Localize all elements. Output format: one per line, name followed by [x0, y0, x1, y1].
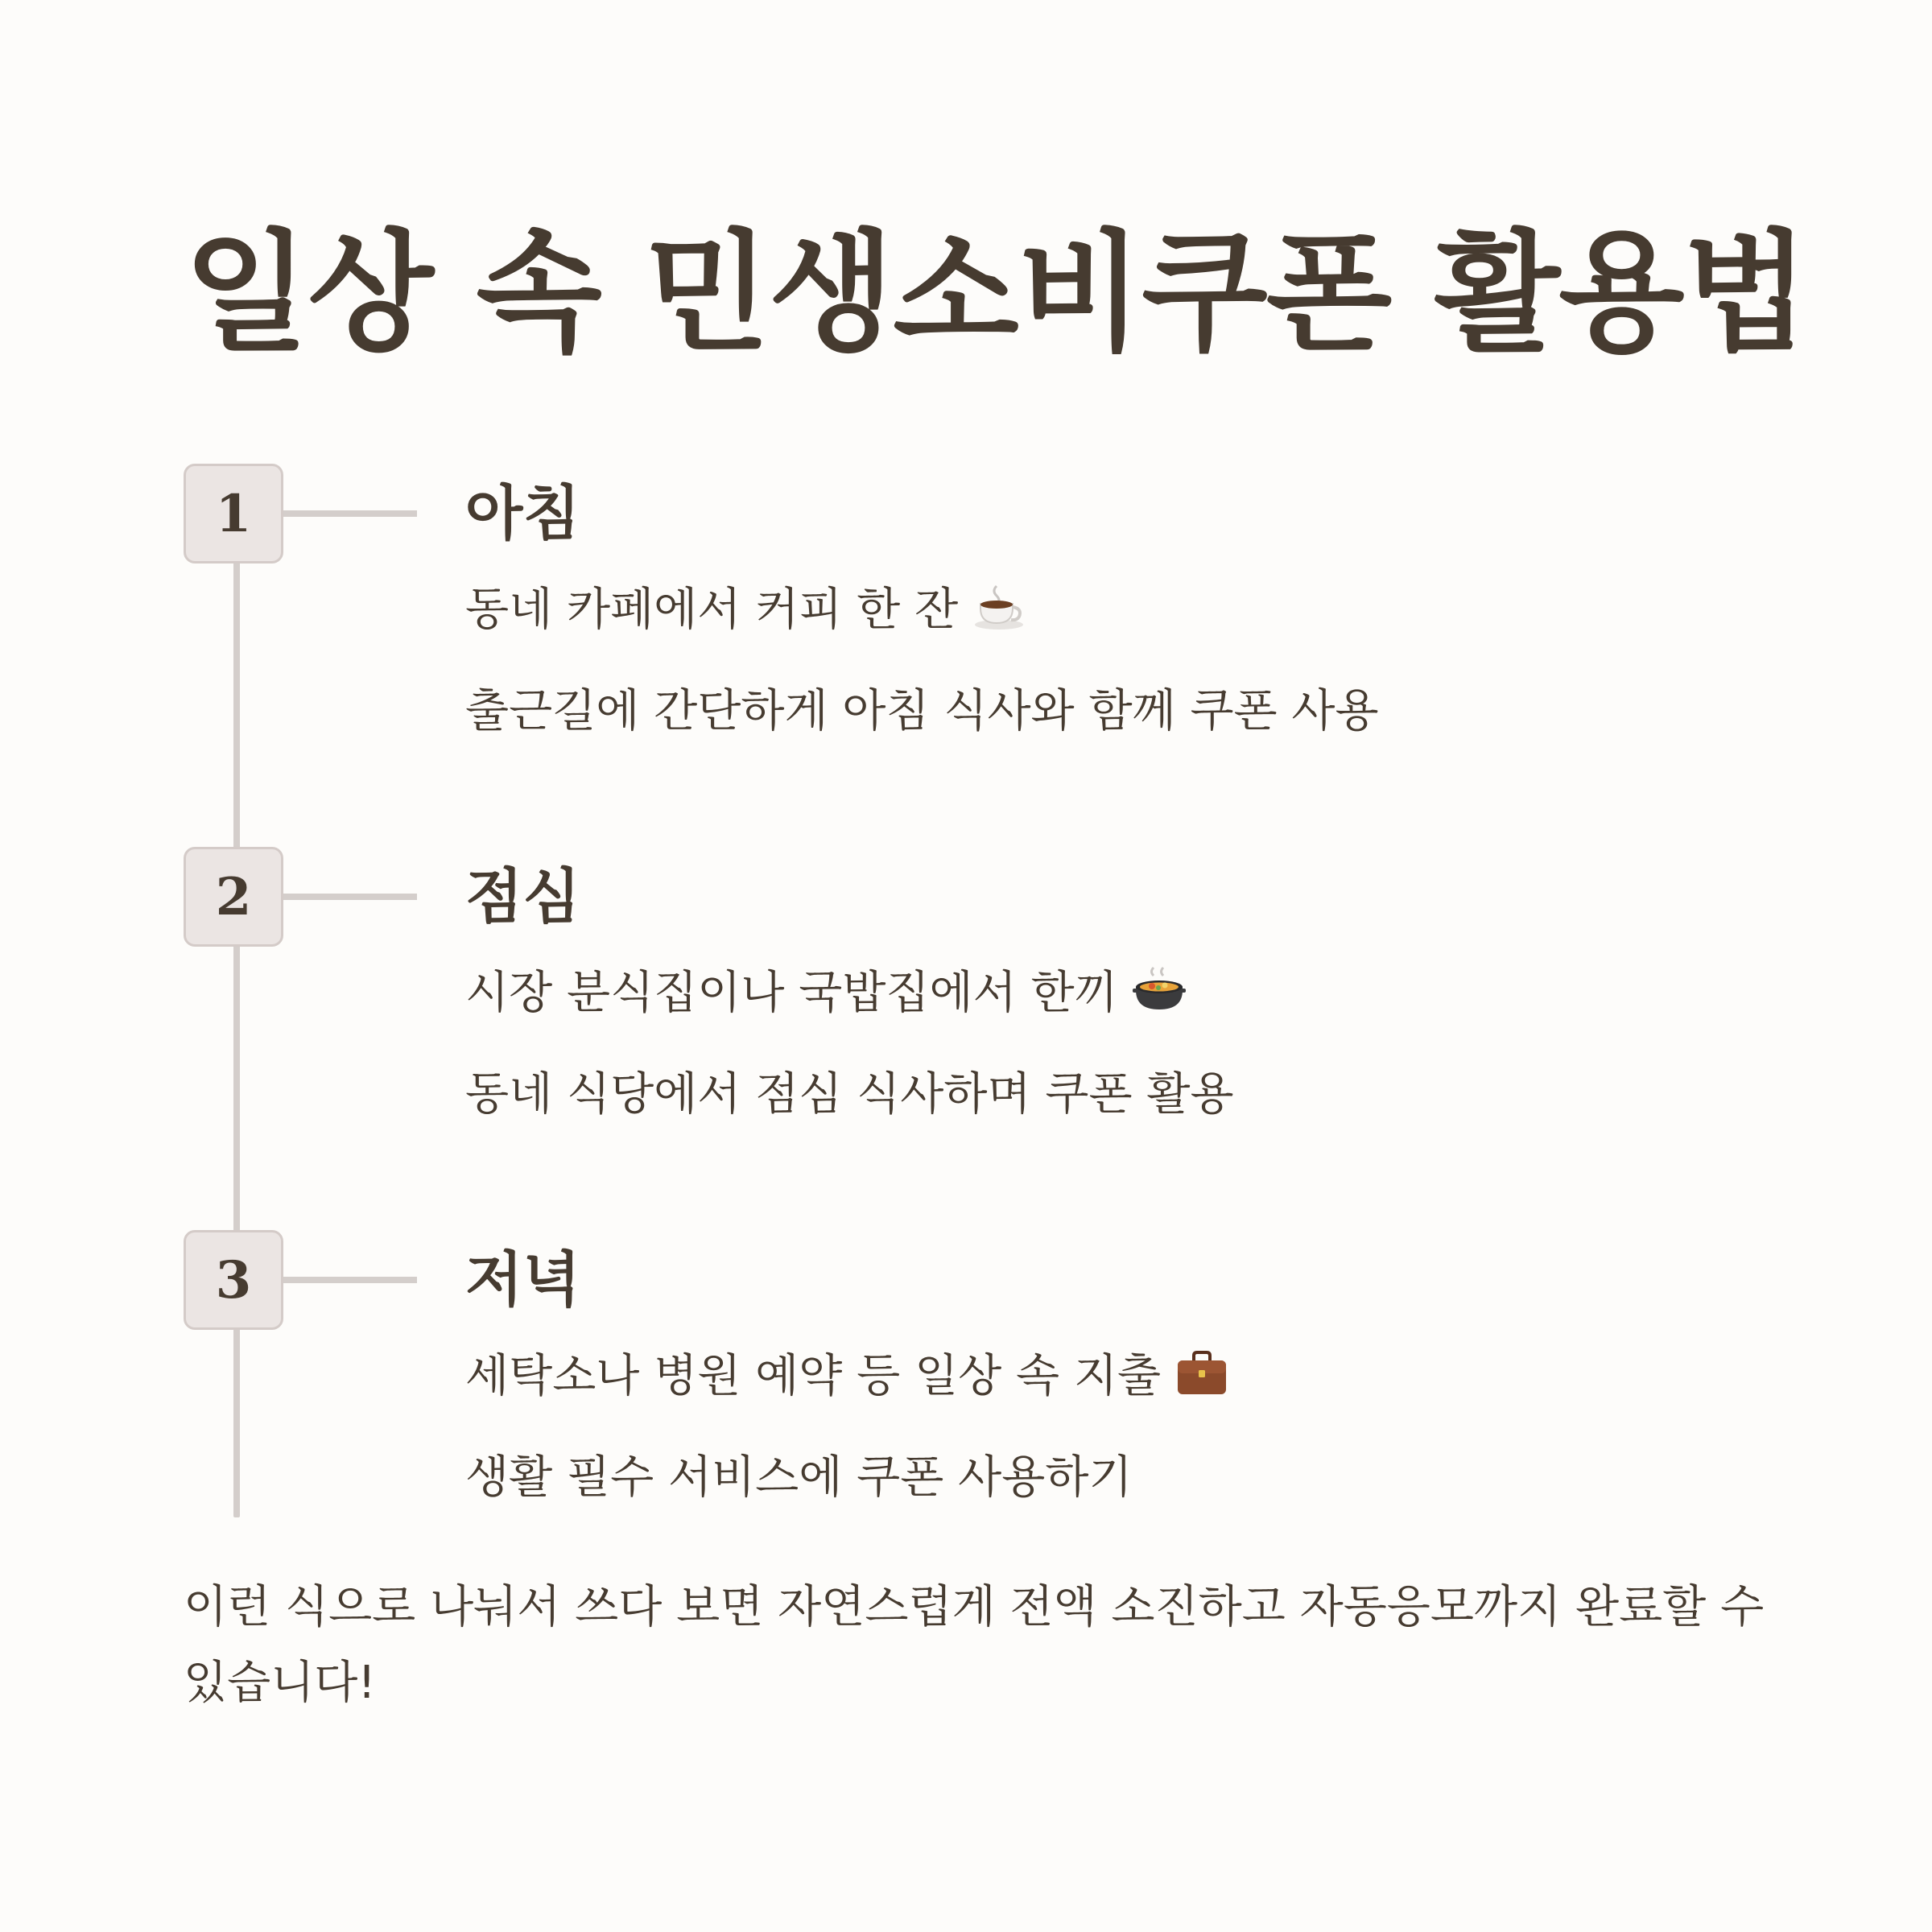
- timeline-step-evening: [0, 1230, 1932, 1568]
- step-number-badge: 1: [184, 464, 283, 564]
- step-heading: 저녁: [465, 1245, 580, 1315]
- timeline-step-lunch: [0, 847, 1932, 1185]
- step-heading: 점심: [465, 862, 580, 931]
- step-description: [465, 1344, 1228, 1409]
- step-description-text: 동네 카페에서 커피 한 잔: [465, 584, 959, 636]
- timeline-step-morning: [0, 464, 1932, 802]
- step-number-badge: 3: [184, 1230, 283, 1330]
- closing-note: 이런 식으로 나눠서 쓰다 보면 자연스럽게 전액 소진하고 자동응모까지 완료할 수 있습니다!: [184, 1581, 1765, 1709]
- step-description: [465, 578, 1026, 642]
- step-description-text: 시장 분식집이나 국밥집에서 한끼: [465, 967, 1118, 1019]
- step-description-text: 세탁소나 병원 예약 등 일상 속 지출: [465, 1350, 1162, 1402]
- step-connector: [283, 1277, 417, 1283]
- step-number-badge: 2: [184, 847, 283, 947]
- briefcase-icon: [1175, 1349, 1228, 1397]
- step-description: [465, 961, 1186, 1026]
- step-heading: 아침: [465, 479, 580, 548]
- step-connector: [283, 894, 417, 900]
- step-detail: 동네 식당에서 점심 식사하며 쿠폰 활용: [465, 1068, 1234, 1121]
- step-connector: [283, 510, 417, 517]
- page-title: 일상 속 민생소비쿠폰 활용법: [184, 218, 1808, 369]
- step-detail: 생활 필수 서비스에 쿠폰 사용하기: [465, 1451, 1133, 1504]
- coffee-cup-icon: [972, 583, 1026, 631]
- stew-pot-icon: [1133, 966, 1186, 1014]
- step-detail: 출근길에 간단하게 아침 식사와 함께 쿠폰 사용: [465, 685, 1379, 737]
